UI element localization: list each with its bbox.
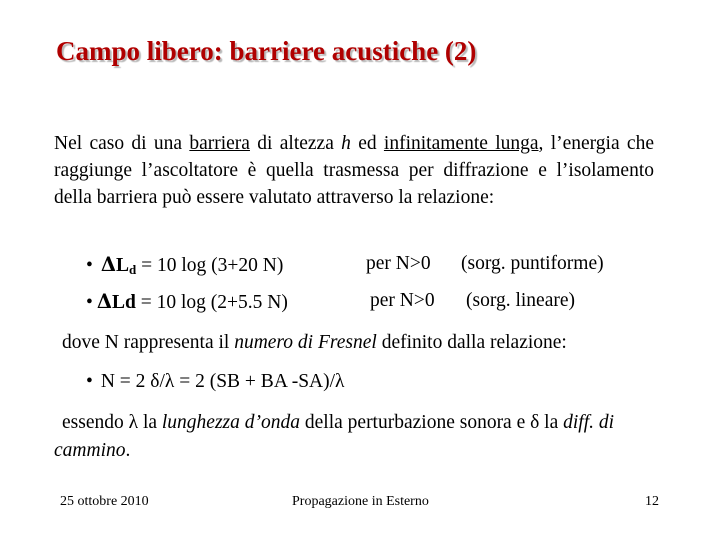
fresnel-formula: N = 2 δ/λ = 2 (SB + BA -SA)/λ xyxy=(100,371,345,392)
bullet-icon: • xyxy=(86,292,93,313)
bullet-icon: • xyxy=(86,255,93,276)
formula-L: Ld xyxy=(111,292,136,313)
intro-text-4: , l’energia che raggiunge l’ascoltatore è quella trasmessa per diffrazione e l’isolamento della barriera può essere valutato attraverso la relazione: xyxy=(54,133,654,208)
formula-line-source xyxy=(86,290,288,314)
delta-symbol: Δ xyxy=(100,253,116,276)
formula-point-source xyxy=(86,253,283,278)
bullet-icon: • xyxy=(86,371,93,392)
formula-source-type: (sorg. puntiforme) xyxy=(461,253,604,274)
fresnel-number-term: numero di Fresnel xyxy=(234,332,377,353)
path-difference-term: diff. di cammino xyxy=(54,412,615,461)
footer-date: 25 ottobre 2010 xyxy=(60,494,149,509)
wavelength-term: lunghezza d’onda xyxy=(161,412,301,433)
intro-text-3: ed xyxy=(350,133,384,154)
fresnel-text-1: dove N rappresenta il xyxy=(62,332,235,353)
formula-expression: = 10 log (3+20 N) xyxy=(141,255,284,276)
intro-text-1: Nel caso di una xyxy=(54,133,190,154)
formula-fresnel-number xyxy=(86,371,344,393)
fresnel-text-2: definito dalla relazione: xyxy=(376,332,567,353)
intro-text-2: di altezza xyxy=(249,133,342,154)
intro-paragraph xyxy=(54,130,654,211)
formula-L: L xyxy=(115,255,129,276)
intro-variable-h: h xyxy=(341,133,351,154)
delta-symbol: Δ xyxy=(96,290,112,313)
formula-source-type: (sorg. lineare) xyxy=(466,290,576,311)
formula-condition: per N>0 xyxy=(370,290,435,311)
intro-underlined-barriera: barriera xyxy=(189,133,250,154)
intro-underlined-lunga: infinitamente lunga xyxy=(383,133,539,154)
footer-title: Propagazione in Esterno xyxy=(292,494,429,509)
formula-expression: = 10 log (2+5.5 N) xyxy=(140,292,288,313)
slide-title: Campo libero: barriere acustiche (2) xyxy=(56,36,477,66)
definition-text-3: . xyxy=(125,440,131,461)
definition-paragraph xyxy=(54,409,664,465)
fresnel-sentence xyxy=(62,332,567,354)
definition-text-1: essendo λ la xyxy=(62,412,162,433)
definition-text-2: della perturbazione sonora e δ la xyxy=(300,412,564,433)
footer-page-number: 12 xyxy=(645,494,659,509)
formula-condition: per N>0 xyxy=(366,253,431,274)
formula-subscript: d xyxy=(128,262,137,277)
